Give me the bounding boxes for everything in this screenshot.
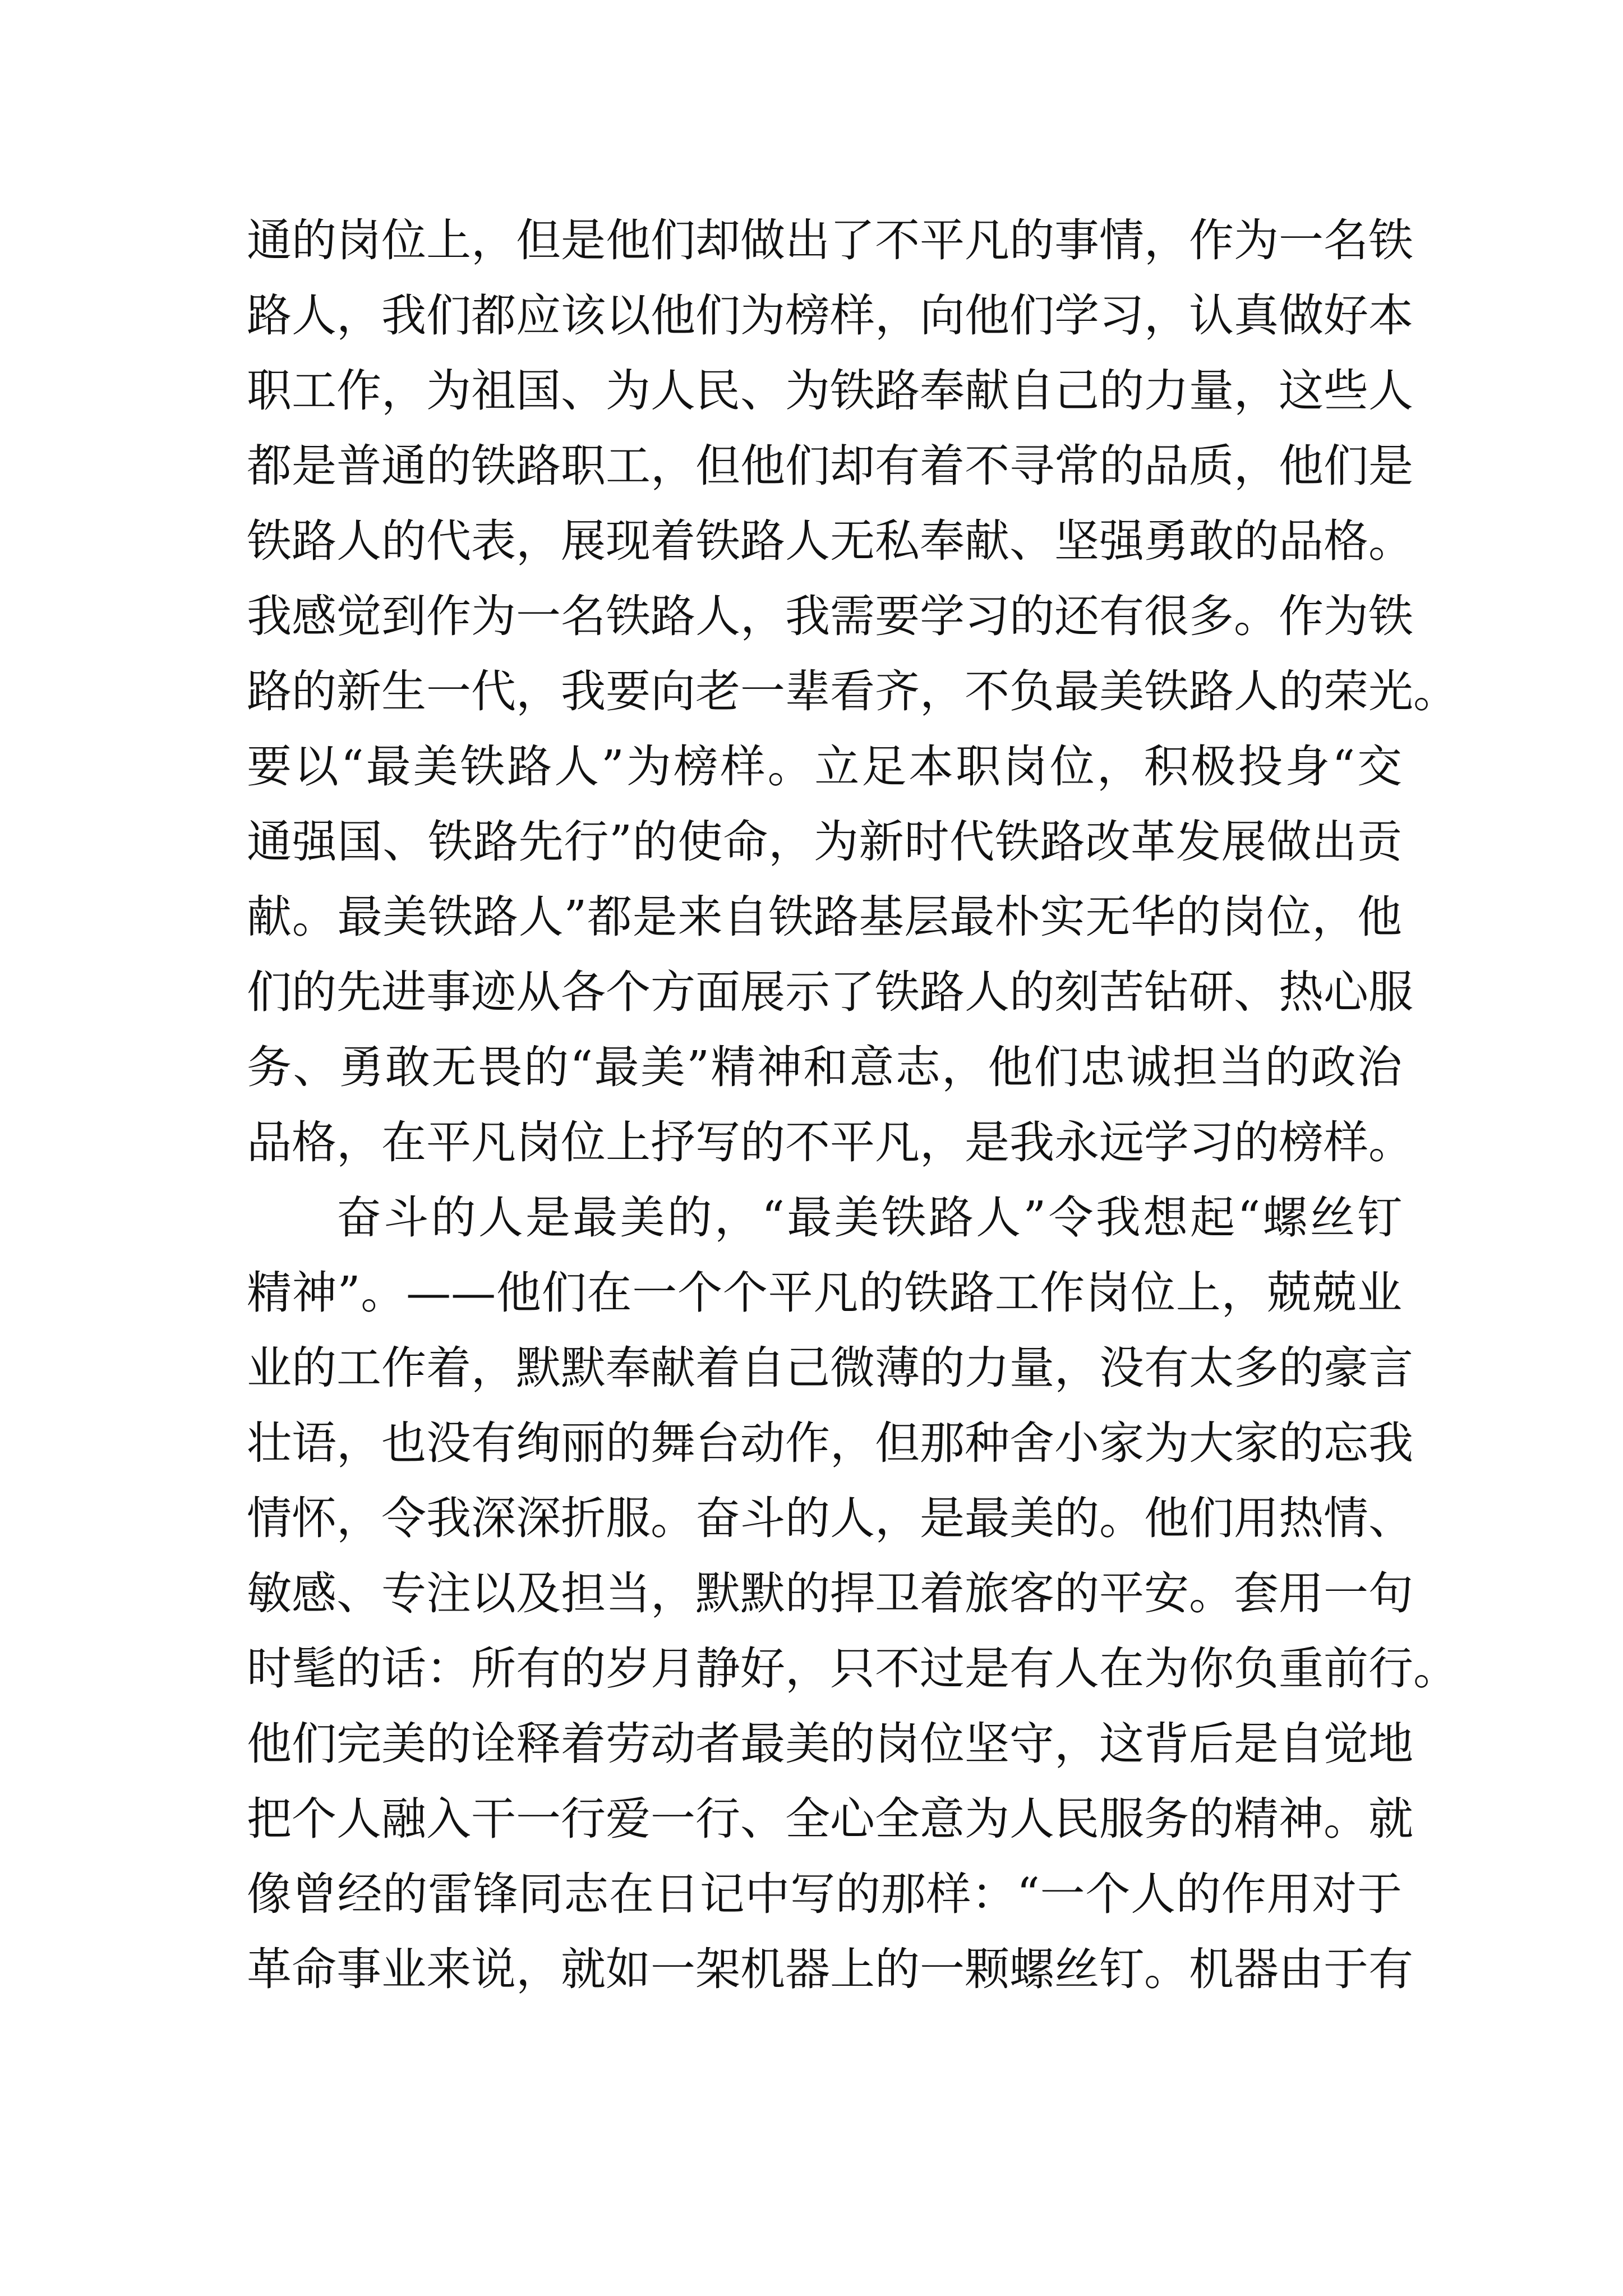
- text-line: 要以“最美铁路人”为榜样。立足本职岗位，积极投身“交: [247, 740, 1402, 793]
- text-line: 情怀，令我深深折服。奋斗的人，是最美的。他们用热情、: [247, 1492, 1413, 1544]
- text-line: 通强国、铁路先行”的使命，为新时代铁路改革发展做出贡: [247, 816, 1402, 868]
- text-line: 革命事业来说，就如一架机器上的一颗螺丝钉。机器由于有: [247, 1943, 1413, 1995]
- text-line: 壮语，也没有绚丽的舞台动作，但那种舍小家为大家的忘我: [247, 1417, 1413, 1469]
- text-line: 献。最美铁路人”都是来自铁路基层最朴实无华的岗位，他: [247, 891, 1402, 943]
- text-line: 铁路人的代表，展现着铁路人无私奉献、坚强勇敢的品格。: [247, 515, 1413, 567]
- text-line: 品格，在平凡岗位上抒写的不平凡，是我永远学习的榜样。: [247, 1116, 1413, 1168]
- text-line: 我感觉到作为一名铁路人，我需要学习的还有很多。作为铁: [247, 590, 1413, 642]
- text-line: 时髦的话：所有的岁月静好，只不过是有人在为你负重前行。: [247, 1642, 1458, 1695]
- text-line: 敏感、专注以及担当，默默的捍卫着旅客的平安。套用一句: [247, 1567, 1413, 1619]
- text-line: 务、勇敢无畏的“最美”精神和意志，他们忠诚担当的政治: [247, 1041, 1402, 1093]
- text-line: 职工作，为祖国、为人民、为铁路奉献自己的力量，这些人: [247, 365, 1413, 417]
- body-text: [247, 203, 1458, 2007]
- text-line: 他们完美的诠释着劳动者最美的岗位坚守，这背后是自觉地: [247, 1718, 1413, 1770]
- text-line: 像曾经的雷锋同志在日记中写的那样：“一个人的作用对于: [247, 1868, 1402, 1920]
- text-line: 都是普通的铁路职工，但他们却有着不寻常的品质，他们是: [247, 440, 1413, 492]
- text-line: 路的新生一代，我要向老一辈看齐，不负最美铁路人的荣光。: [247, 665, 1458, 717]
- paragraph-first-line: 奋斗的人是最美的，“最美铁路人”令我想起“螺丝钉: [336, 1191, 1402, 1244]
- text-line: 路人，我们都应该以他们为榜样，向他们学习，认真做好本: [247, 289, 1413, 342]
- text-line: 业的工作着，默默奉献着自己微薄的力量，没有太多的豪言: [247, 1342, 1413, 1394]
- text-line: 精神”。——他们在一个个平凡的铁路工作岗位上，兢兢业: [247, 1267, 1402, 1319]
- text-line: 通的岗位上，但是他们却做出了不平凡的事情，作为一名铁: [247, 214, 1413, 266]
- text-line: 们的先进事迹从各个方面展示了铁路人的刻苦钻研、热心服: [247, 966, 1413, 1018]
- text-line: 把个人融入干一行爱一行、全心全意为人民服务的精神。就: [247, 1793, 1413, 1845]
